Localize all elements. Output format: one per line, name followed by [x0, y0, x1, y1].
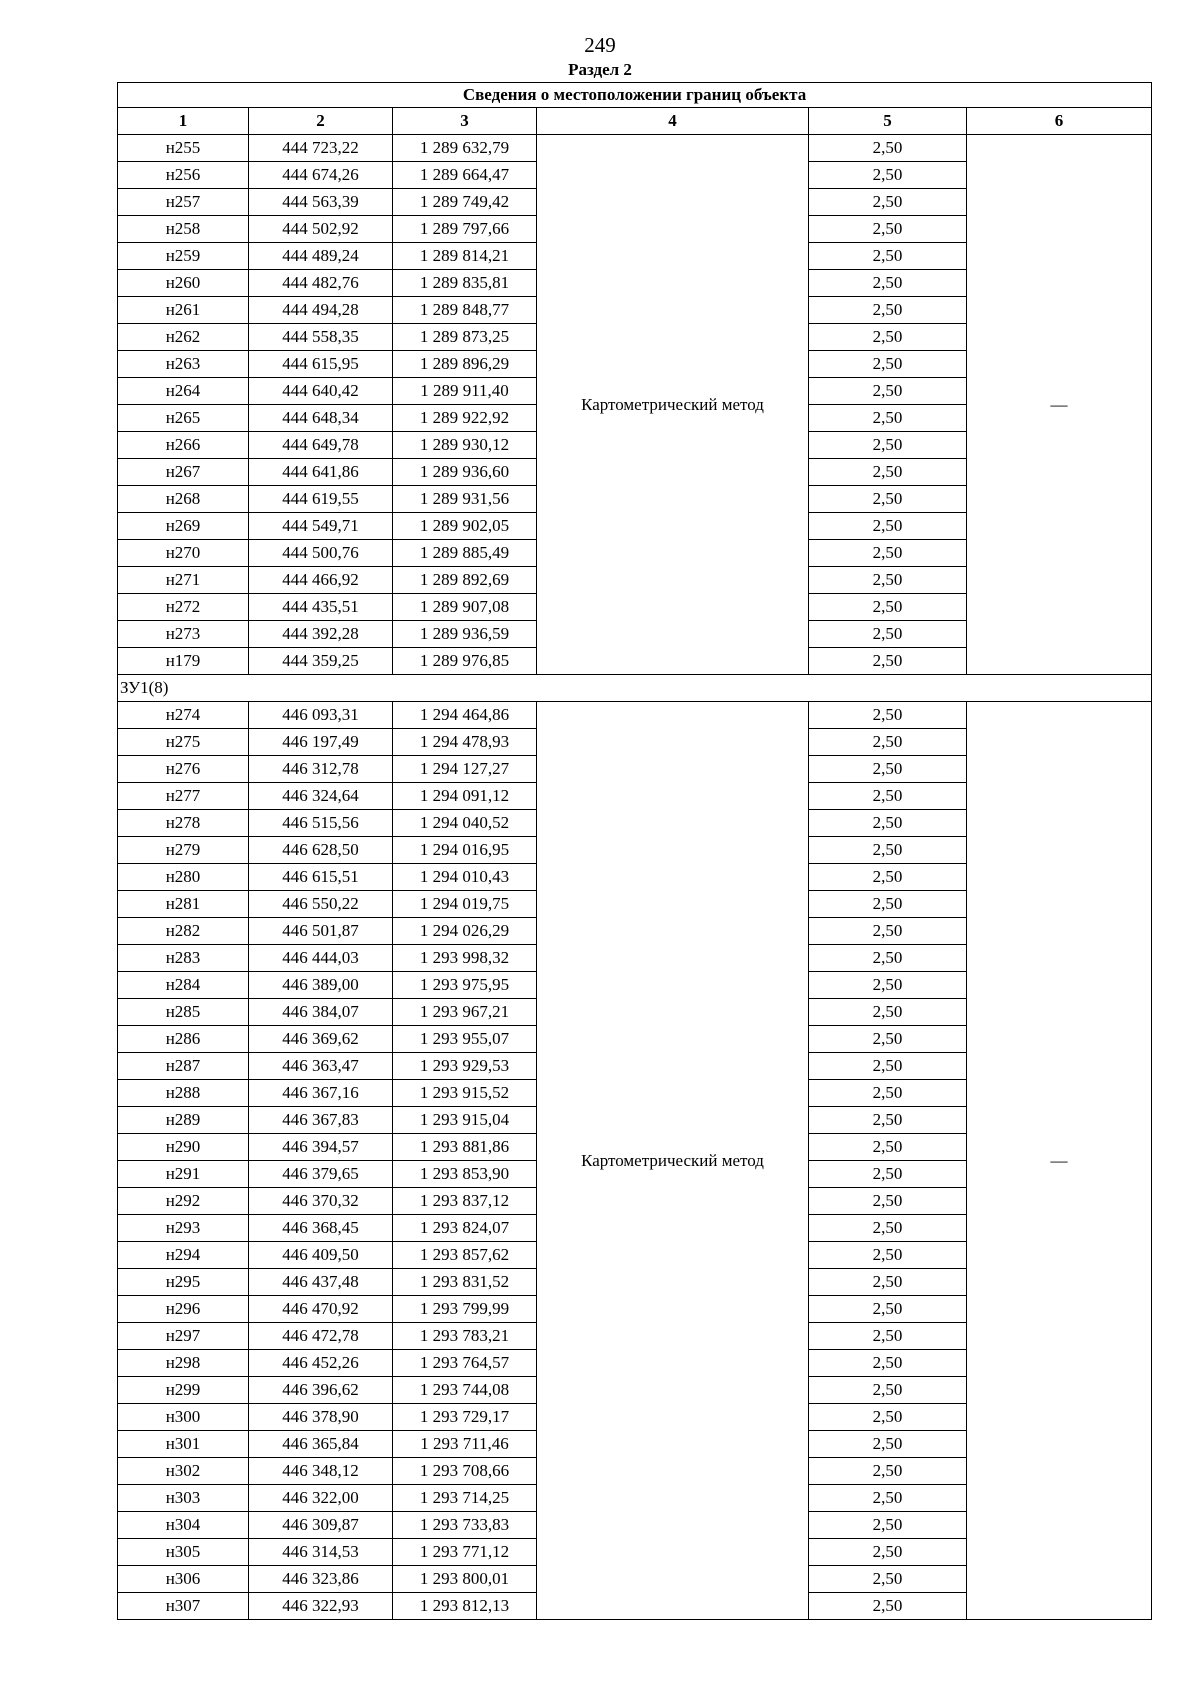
- column-6-cell: —: [967, 702, 1152, 1620]
- accuracy-cell: 2,50: [809, 1080, 967, 1107]
- x-coordinate-cell: 446 379,65: [249, 1161, 393, 1188]
- accuracy-cell: 2,50: [809, 405, 967, 432]
- accuracy-cell: 2,50: [809, 1215, 967, 1242]
- column-6-cell: —: [967, 135, 1152, 675]
- y-coordinate-cell: 1 293 744,08: [393, 1377, 537, 1404]
- point-id-cell: н296: [118, 1296, 249, 1323]
- point-id-cell: н277: [118, 783, 249, 810]
- point-id-cell: н274: [118, 702, 249, 729]
- point-id-cell: н267: [118, 459, 249, 486]
- x-coordinate-cell: 446 615,51: [249, 864, 393, 891]
- y-coordinate-cell: 1 294 464,86: [393, 702, 537, 729]
- y-coordinate-cell: 1 293 975,95: [393, 972, 537, 999]
- accuracy-cell: 2,50: [809, 513, 967, 540]
- point-id-cell: н292: [118, 1188, 249, 1215]
- x-coordinate-cell: 444 466,92: [249, 567, 393, 594]
- accuracy-cell: 2,50: [809, 1593, 967, 1620]
- y-coordinate-cell: 1 293 824,07: [393, 1215, 537, 1242]
- point-id-cell: н263: [118, 351, 249, 378]
- accuracy-cell: 2,50: [809, 1269, 967, 1296]
- point-id-cell: н302: [118, 1458, 249, 1485]
- accuracy-cell: 2,50: [809, 1161, 967, 1188]
- point-id-cell: н272: [118, 594, 249, 621]
- x-coordinate-cell: 444 549,71: [249, 513, 393, 540]
- accuracy-cell: 2,50: [809, 729, 967, 756]
- point-id-cell: н282: [118, 918, 249, 945]
- x-coordinate-cell: 446 367,83: [249, 1107, 393, 1134]
- accuracy-cell: 2,50: [809, 243, 967, 270]
- accuracy-cell: 2,50: [809, 432, 967, 459]
- point-id-cell: н257: [118, 189, 249, 216]
- x-coordinate-cell: 446 384,07: [249, 999, 393, 1026]
- x-coordinate-cell: 446 515,56: [249, 810, 393, 837]
- y-coordinate-cell: 1 293 733,83: [393, 1512, 537, 1539]
- x-coordinate-cell: 446 323,86: [249, 1566, 393, 1593]
- accuracy-cell: 2,50: [809, 1404, 967, 1431]
- x-coordinate-cell: 444 619,55: [249, 486, 393, 513]
- y-coordinate-cell: 1 293 812,13: [393, 1593, 537, 1620]
- x-coordinate-cell: 444 641,86: [249, 459, 393, 486]
- accuracy-cell: 2,50: [809, 891, 967, 918]
- page-number: 249: [584, 33, 616, 57]
- y-coordinate-cell: 1 293 853,90: [393, 1161, 537, 1188]
- section-title: Раздел 2: [568, 60, 632, 79]
- x-coordinate-cell: 446 367,16: [249, 1080, 393, 1107]
- x-coordinate-cell: 446 197,49: [249, 729, 393, 756]
- table-body: [118, 83, 1152, 1620]
- point-id-cell: н293: [118, 1215, 249, 1242]
- x-coordinate-cell: 446 365,84: [249, 1431, 393, 1458]
- point-id-cell: н266: [118, 432, 249, 459]
- point-id-cell: н289: [118, 1107, 249, 1134]
- y-coordinate-cell: 1 289 664,47: [393, 162, 537, 189]
- accuracy-cell: 2,50: [809, 567, 967, 594]
- point-id-cell: н179: [118, 648, 249, 675]
- column-header-3: 3: [393, 108, 537, 135]
- point-id-cell: н269: [118, 513, 249, 540]
- x-coordinate-cell: 444 723,22: [249, 135, 393, 162]
- accuracy-cell: 2,50: [809, 216, 967, 243]
- point-id-cell: н300: [118, 1404, 249, 1431]
- x-coordinate-cell: 446 324,64: [249, 783, 393, 810]
- point-id-cell: н271: [118, 567, 249, 594]
- accuracy-cell: 2,50: [809, 540, 967, 567]
- y-coordinate-cell: 1 289 911,40: [393, 378, 537, 405]
- y-coordinate-cell: 1 293 771,12: [393, 1539, 537, 1566]
- y-coordinate-cell: 1 294 010,43: [393, 864, 537, 891]
- x-coordinate-cell: 444 500,76: [249, 540, 393, 567]
- x-coordinate-cell: 446 312,78: [249, 756, 393, 783]
- accuracy-cell: 2,50: [809, 459, 967, 486]
- x-coordinate-cell: 446 309,87: [249, 1512, 393, 1539]
- y-coordinate-cell: 1 289 848,77: [393, 297, 537, 324]
- accuracy-cell: 2,50: [809, 1053, 967, 1080]
- x-coordinate-cell: 446 093,31: [249, 702, 393, 729]
- y-coordinate-cell: 1 294 016,95: [393, 837, 537, 864]
- y-coordinate-cell: 1 289 835,81: [393, 270, 537, 297]
- y-coordinate-cell: 1 293 800,01: [393, 1566, 537, 1593]
- x-coordinate-cell: 446 369,62: [249, 1026, 393, 1053]
- accuracy-cell: 2,50: [809, 621, 967, 648]
- point-id-cell: н265: [118, 405, 249, 432]
- y-coordinate-cell: 1 293 955,07: [393, 1026, 537, 1053]
- y-coordinate-cell: 1 289 922,92: [393, 405, 537, 432]
- accuracy-cell: 2,50: [809, 189, 967, 216]
- accuracy-cell: 2,50: [809, 1512, 967, 1539]
- y-coordinate-cell: 1 289 902,05: [393, 513, 537, 540]
- x-coordinate-cell: 446 501,87: [249, 918, 393, 945]
- y-coordinate-cell: 1 293 915,04: [393, 1107, 537, 1134]
- point-id-cell: н297: [118, 1323, 249, 1350]
- x-coordinate-cell: 446 348,12: [249, 1458, 393, 1485]
- x-coordinate-cell: 444 558,35: [249, 324, 393, 351]
- x-coordinate-cell: 446 370,32: [249, 1188, 393, 1215]
- accuracy-cell: 2,50: [809, 972, 967, 999]
- accuracy-cell: 2,50: [809, 702, 967, 729]
- y-coordinate-cell: 1 289 892,69: [393, 567, 537, 594]
- point-id-cell: н285: [118, 999, 249, 1026]
- y-coordinate-cell: 1 294 040,52: [393, 810, 537, 837]
- y-coordinate-cell: 1 293 799,99: [393, 1296, 537, 1323]
- x-coordinate-cell: 446 378,90: [249, 1404, 393, 1431]
- table-row: [118, 135, 1152, 162]
- point-id-cell: н294: [118, 1242, 249, 1269]
- accuracy-cell: 2,50: [809, 945, 967, 972]
- point-id-cell: н275: [118, 729, 249, 756]
- point-id-cell: н304: [118, 1512, 249, 1539]
- point-id-cell: н268: [118, 486, 249, 513]
- point-id-cell: н286: [118, 1026, 249, 1053]
- point-id-cell: н256: [118, 162, 249, 189]
- accuracy-cell: 2,50: [809, 918, 967, 945]
- y-coordinate-cell: 1 289 749,42: [393, 189, 537, 216]
- point-id-cell: н307: [118, 1593, 249, 1620]
- x-coordinate-cell: 444 359,25: [249, 648, 393, 675]
- y-coordinate-cell: 1 289 976,85: [393, 648, 537, 675]
- x-coordinate-cell: 444 482,76: [249, 270, 393, 297]
- accuracy-cell: 2,50: [809, 378, 967, 405]
- accuracy-cell: 2,50: [809, 783, 967, 810]
- y-coordinate-cell: 1 293 837,12: [393, 1188, 537, 1215]
- point-id-cell: н262: [118, 324, 249, 351]
- x-coordinate-cell: 444 674,26: [249, 162, 393, 189]
- accuracy-cell: 2,50: [809, 1566, 967, 1593]
- table-row: [118, 702, 1152, 729]
- x-coordinate-cell: 446 394,57: [249, 1134, 393, 1161]
- y-coordinate-cell: 1 289 873,25: [393, 324, 537, 351]
- column-header-2: 2: [249, 108, 393, 135]
- y-coordinate-cell: 1 289 907,08: [393, 594, 537, 621]
- point-id-cell: н273: [118, 621, 249, 648]
- x-coordinate-cell: 446 472,78: [249, 1323, 393, 1350]
- x-coordinate-cell: 444 502,92: [249, 216, 393, 243]
- accuracy-cell: 2,50: [809, 1539, 967, 1566]
- point-id-cell: н301: [118, 1431, 249, 1458]
- y-coordinate-cell: 1 293 998,32: [393, 945, 537, 972]
- table-caption-row: [118, 83, 1152, 108]
- y-coordinate-cell: 1 294 127,27: [393, 756, 537, 783]
- y-coordinate-cell: 1 294 026,29: [393, 918, 537, 945]
- accuracy-cell: 2,50: [809, 594, 967, 621]
- y-coordinate-cell: 1 293 929,53: [393, 1053, 537, 1080]
- column-header-5: 5: [809, 108, 967, 135]
- point-id-cell: н283: [118, 945, 249, 972]
- accuracy-cell: 2,50: [809, 1296, 967, 1323]
- point-id-cell: н298: [118, 1350, 249, 1377]
- x-coordinate-cell: 444 563,39: [249, 189, 393, 216]
- point-id-cell: н295: [118, 1269, 249, 1296]
- x-coordinate-cell: 446 368,45: [249, 1215, 393, 1242]
- x-coordinate-cell: 446 452,26: [249, 1350, 393, 1377]
- accuracy-cell: 2,50: [809, 297, 967, 324]
- point-id-cell: н260: [118, 270, 249, 297]
- x-coordinate-cell: 444 392,28: [249, 621, 393, 648]
- x-coordinate-cell: 446 550,22: [249, 891, 393, 918]
- point-id-cell: н291: [118, 1161, 249, 1188]
- y-coordinate-cell: 1 293 714,25: [393, 1485, 537, 1512]
- accuracy-cell: 2,50: [809, 162, 967, 189]
- y-coordinate-cell: 1 294 019,75: [393, 891, 537, 918]
- accuracy-cell: 2,50: [809, 1242, 967, 1269]
- point-id-cell: н299: [118, 1377, 249, 1404]
- point-id-cell: н290: [118, 1134, 249, 1161]
- accuracy-cell: 2,50: [809, 1458, 967, 1485]
- y-coordinate-cell: 1 293 764,57: [393, 1350, 537, 1377]
- x-coordinate-cell: 446 389,00: [249, 972, 393, 999]
- x-coordinate-cell: 446 409,50: [249, 1242, 393, 1269]
- x-coordinate-cell: 444 649,78: [249, 432, 393, 459]
- accuracy-cell: 2,50: [809, 810, 967, 837]
- x-coordinate-cell: 444 648,34: [249, 405, 393, 432]
- x-coordinate-cell: 446 314,53: [249, 1539, 393, 1566]
- accuracy-cell: 2,50: [809, 324, 967, 351]
- y-coordinate-cell: 1 289 896,29: [393, 351, 537, 378]
- column-header-row: [118, 108, 1152, 135]
- point-id-cell: н288: [118, 1080, 249, 1107]
- y-coordinate-cell: 1 289 930,12: [393, 432, 537, 459]
- accuracy-cell: 2,50: [809, 837, 967, 864]
- accuracy-cell: 2,50: [809, 1026, 967, 1053]
- table-caption: Сведения о местоположении границ объекта: [118, 83, 1152, 108]
- method-cell: Картометрический метод: [537, 135, 809, 675]
- accuracy-cell: 2,50: [809, 999, 967, 1026]
- accuracy-cell: 2,50: [809, 1323, 967, 1350]
- y-coordinate-cell: 1 293 857,62: [393, 1242, 537, 1269]
- y-coordinate-cell: 1 289 814,21: [393, 243, 537, 270]
- x-coordinate-cell: 444 640,42: [249, 378, 393, 405]
- accuracy-cell: 2,50: [809, 1134, 967, 1161]
- accuracy-cell: 2,50: [809, 1107, 967, 1134]
- x-coordinate-cell: 444 489,24: [249, 243, 393, 270]
- accuracy-cell: 2,50: [809, 1377, 967, 1404]
- point-id-cell: н270: [118, 540, 249, 567]
- y-coordinate-cell: 1 293 708,66: [393, 1458, 537, 1485]
- y-coordinate-cell: 1 289 632,79: [393, 135, 537, 162]
- y-coordinate-cell: 1 289 936,59: [393, 621, 537, 648]
- point-id-cell: н280: [118, 864, 249, 891]
- x-coordinate-cell: 446 322,00: [249, 1485, 393, 1512]
- y-coordinate-cell: 1 289 936,60: [393, 459, 537, 486]
- point-id-cell: н258: [118, 216, 249, 243]
- point-id-cell: н287: [118, 1053, 249, 1080]
- point-id-cell: н281: [118, 891, 249, 918]
- point-id-cell: н264: [118, 378, 249, 405]
- x-coordinate-cell: 446 470,92: [249, 1296, 393, 1323]
- y-coordinate-cell: 1 293 881,86: [393, 1134, 537, 1161]
- point-id-cell: н279: [118, 837, 249, 864]
- point-id-cell: н278: [118, 810, 249, 837]
- y-coordinate-cell: 1 293 729,17: [393, 1404, 537, 1431]
- accuracy-cell: 2,50: [809, 351, 967, 378]
- accuracy-cell: 2,50: [809, 864, 967, 891]
- y-coordinate-cell: 1 293 915,52: [393, 1080, 537, 1107]
- x-coordinate-cell: 444 435,51: [249, 594, 393, 621]
- accuracy-cell: 2,50: [809, 756, 967, 783]
- accuracy-cell: 2,50: [809, 1485, 967, 1512]
- y-coordinate-cell: 1 294 478,93: [393, 729, 537, 756]
- y-coordinate-cell: 1 289 797,66: [393, 216, 537, 243]
- point-id-cell: н284: [118, 972, 249, 999]
- column-header-6: 6: [967, 108, 1152, 135]
- y-coordinate-cell: 1 293 711,46: [393, 1431, 537, 1458]
- y-coordinate-cell: 1 289 885,49: [393, 540, 537, 567]
- column-header-1: 1: [118, 108, 249, 135]
- point-id-cell: н305: [118, 1539, 249, 1566]
- y-coordinate-cell: 1 293 831,52: [393, 1269, 537, 1296]
- y-coordinate-cell: 1 293 783,21: [393, 1323, 537, 1350]
- method-cell: Картометрический метод: [537, 702, 809, 1620]
- accuracy-cell: 2,50: [809, 270, 967, 297]
- point-id-cell: н261: [118, 297, 249, 324]
- accuracy-cell: 2,50: [809, 1431, 967, 1458]
- x-coordinate-cell: 446 444,03: [249, 945, 393, 972]
- x-coordinate-cell: 444 494,28: [249, 297, 393, 324]
- y-coordinate-cell: 1 289 931,56: [393, 486, 537, 513]
- point-id-cell: н259: [118, 243, 249, 270]
- accuracy-cell: 2,50: [809, 648, 967, 675]
- x-coordinate-cell: 446 396,62: [249, 1377, 393, 1404]
- accuracy-cell: 2,50: [809, 486, 967, 513]
- x-coordinate-cell: 444 615,95: [249, 351, 393, 378]
- x-coordinate-cell: 446 628,50: [249, 837, 393, 864]
- group-label: ЗУ1(8): [118, 675, 1152, 702]
- point-id-cell: н255: [118, 135, 249, 162]
- point-id-cell: н276: [118, 756, 249, 783]
- boundary-coordinates-table: [117, 82, 1152, 1620]
- point-id-cell: н306: [118, 1566, 249, 1593]
- x-coordinate-cell: 446 322,93: [249, 1593, 393, 1620]
- accuracy-cell: 2,50: [809, 1188, 967, 1215]
- accuracy-cell: 2,50: [809, 135, 967, 162]
- y-coordinate-cell: 1 293 967,21: [393, 999, 537, 1026]
- point-id-cell: н303: [118, 1485, 249, 1512]
- x-coordinate-cell: 446 363,47: [249, 1053, 393, 1080]
- column-header-4: 4: [537, 108, 809, 135]
- y-coordinate-cell: 1 294 091,12: [393, 783, 537, 810]
- x-coordinate-cell: 446 437,48: [249, 1269, 393, 1296]
- accuracy-cell: 2,50: [809, 1350, 967, 1377]
- group-label-row: [118, 675, 1152, 702]
